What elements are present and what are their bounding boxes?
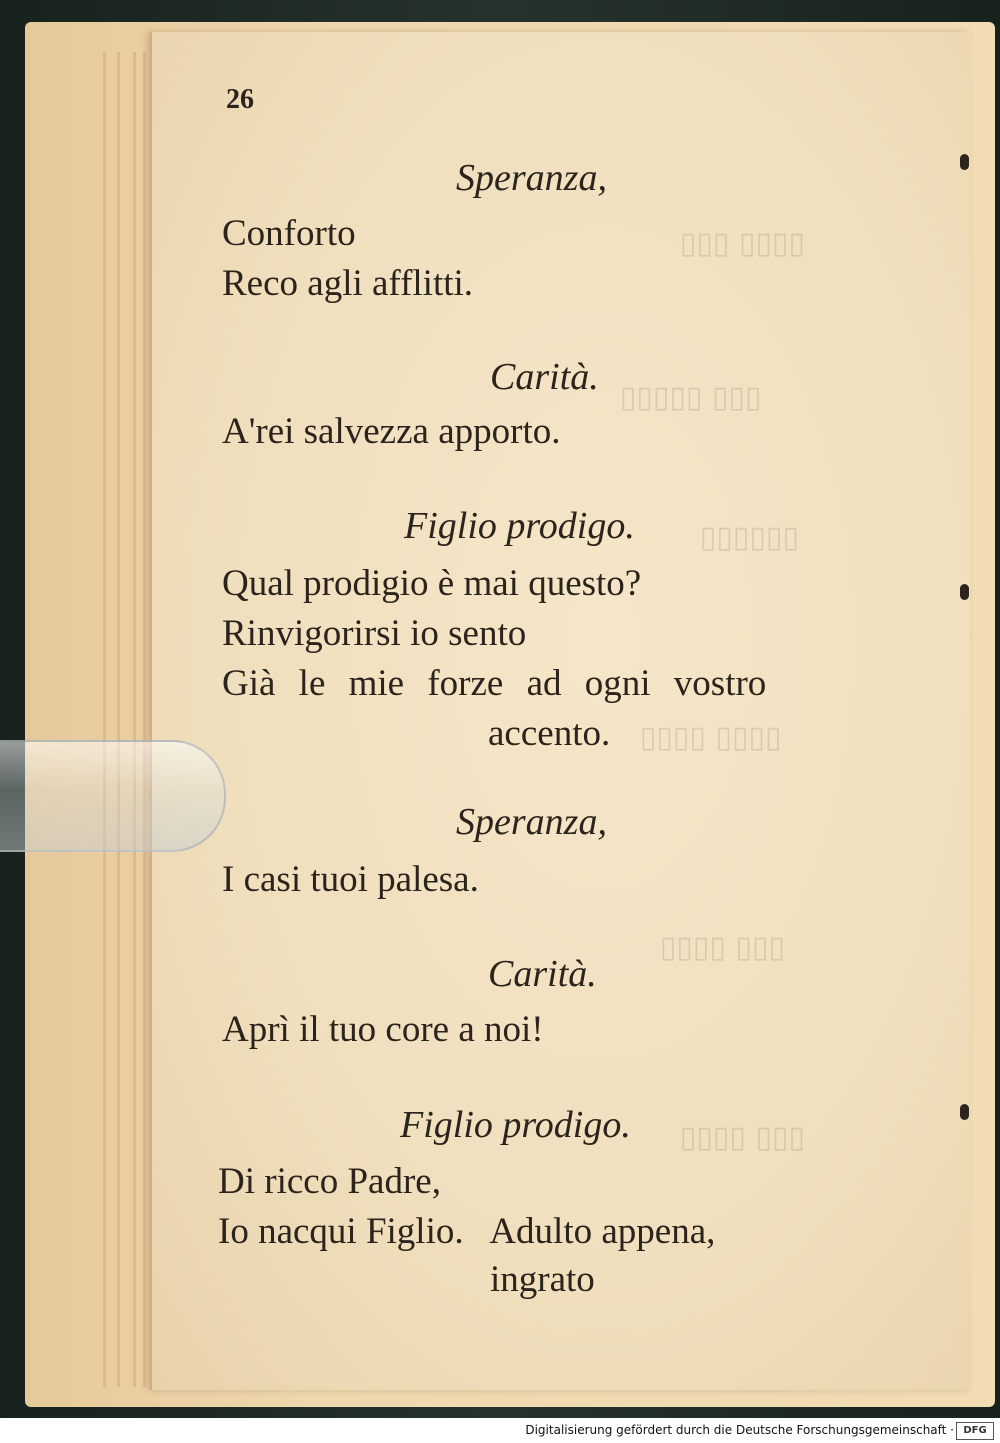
page-number: 26 bbox=[226, 84, 254, 115]
page-edge bbox=[133, 52, 136, 1387]
verse-line: Rinvigorirsi io sento bbox=[222, 613, 527, 654]
show-through-text: ▯▯▯▯▯▯ bbox=[700, 520, 800, 555]
page-edge bbox=[103, 52, 106, 1387]
verse-line: Reco agli afflitti. bbox=[222, 263, 474, 304]
footer-bar bbox=[0, 1418, 1000, 1443]
page-edge bbox=[117, 52, 120, 1387]
show-through-text: ▯▯▯▯ ▯▯▯ bbox=[680, 226, 806, 261]
binding-hole bbox=[960, 1104, 969, 1120]
speaker-carita: Carità. bbox=[490, 356, 599, 398]
verse-line: ingrato bbox=[490, 1259, 595, 1300]
show-through-text: ▯▯▯▯ ▯▯▯▯ bbox=[640, 720, 782, 755]
binding-hole bbox=[960, 154, 969, 170]
dfg-logo: DFG bbox=[956, 1422, 994, 1440]
speaker-speranza: Speranza, bbox=[456, 801, 607, 843]
verse-line: Di ricco Padre, bbox=[218, 1161, 441, 1202]
speaker-carita: Carità. bbox=[488, 953, 597, 995]
verse-line: Già le mie forze ad ogni vostro bbox=[222, 663, 767, 704]
verse-line: I casi tuoi palesa. bbox=[222, 859, 479, 900]
show-through-text: ▯▯▯ ▯▯▯▯ bbox=[660, 930, 786, 965]
verse-line: Io nacqui Figlio. Adulto appena, bbox=[218, 1211, 716, 1252]
verse-line: Aprì il tuo core a noi! bbox=[222, 1009, 544, 1050]
speaker-figlio-prodigo: Figlio prodigo. bbox=[400, 1104, 631, 1146]
glass-page-holder bbox=[0, 740, 226, 852]
page-edge bbox=[143, 52, 146, 1387]
speaker-speranza: Speranza, bbox=[456, 157, 607, 199]
binding-hole bbox=[960, 584, 969, 600]
verse-line: accento. bbox=[488, 713, 611, 754]
verse-line: Conforto bbox=[222, 213, 356, 254]
show-through-text: ▯▯▯ ▯▯▯▯▯ bbox=[620, 380, 762, 415]
digitization-credit: Digitalisierung gefördert durch die Deutsche Forschungsgemeinschaft · bbox=[525, 1423, 954, 1437]
verse-line: A'rei salvezza apporto. bbox=[222, 411, 561, 452]
show-through-text: ▯▯▯ ▯▯▯▯ bbox=[680, 1120, 806, 1155]
verse-line: Qual prodigio è mai questo? bbox=[222, 563, 642, 604]
speaker-figlio-prodigo: Figlio prodigo. bbox=[404, 505, 635, 547]
